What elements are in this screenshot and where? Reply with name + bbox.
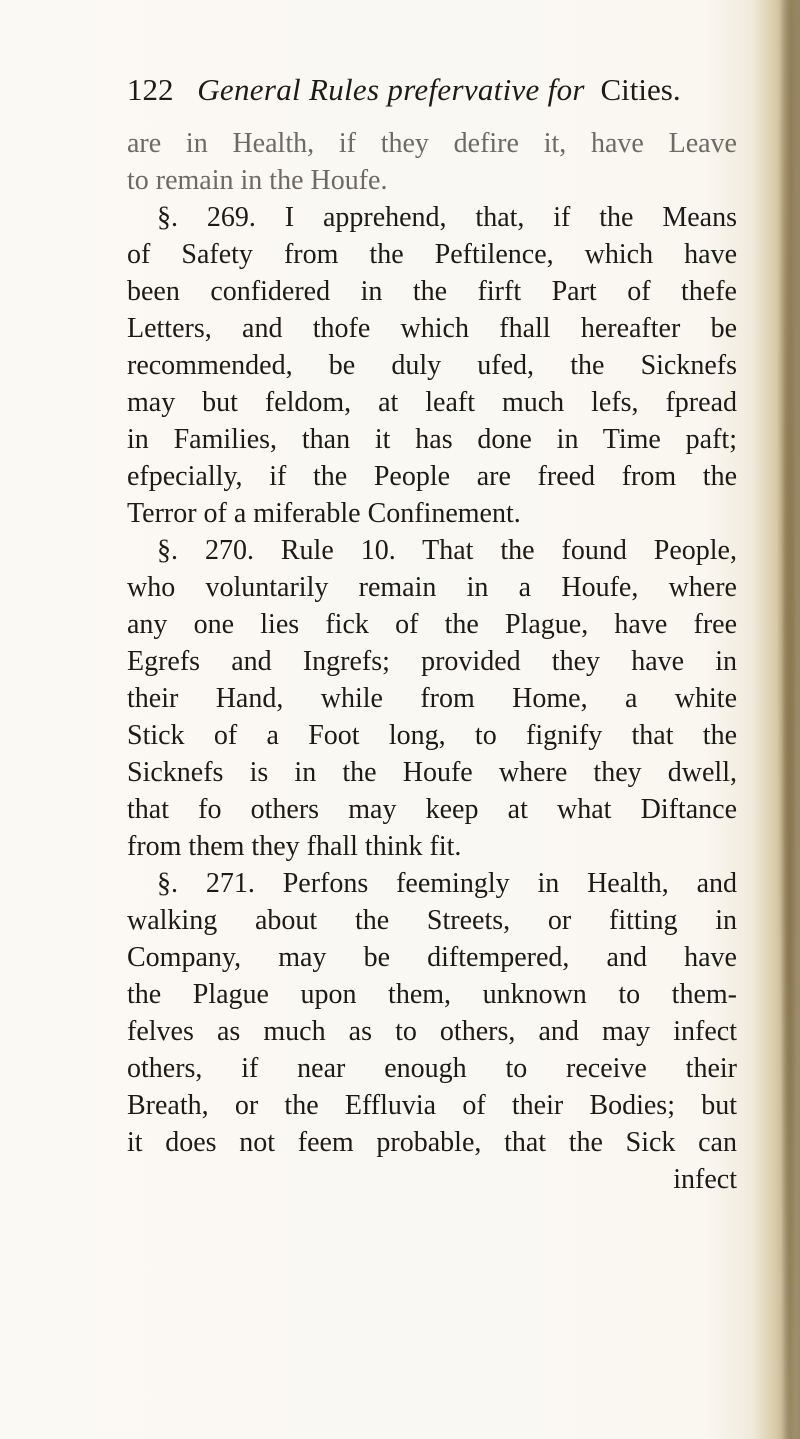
page-number: 122 — [127, 72, 174, 107]
text-line: felves as much as to others, and may infect — [127, 1016, 737, 1047]
text-line: others, if near enough to receive their — [127, 1053, 737, 1084]
text-line: Letters, and thofe which fhall hereafter be — [127, 313, 737, 344]
text-line: recommended, be duly ufed, the Sicknefs — [127, 350, 737, 381]
text-line: §. 270. Rule 10. That the found People, — [157, 535, 737, 566]
catchword: infect — [673, 1164, 737, 1195]
text-line: Egrefs and Ingrefs; provided they have in — [127, 646, 737, 677]
text-line: Sicknefs is in the Houfe where they dwell, — [127, 757, 737, 788]
body-text — [127, 125, 737, 1198]
text-line: Breath, or the Effluvia of their Bodies; but — [127, 1090, 737, 1121]
running-title-tail: Cities. — [600, 72, 681, 107]
page-edge-stain — [778, 0, 800, 1439]
text-line: who voluntarily remain in a Houfe, where — [127, 572, 737, 603]
text-line: §. 269. I apprehend, that, if the Means — [157, 202, 737, 233]
text-line: are in Health, if they defire it, have Leave — [127, 128, 737, 159]
text-line: Stick of a Foot long, to fignify that the — [127, 720, 737, 751]
text-line: the Plague upon them, unknown to them- — [127, 979, 737, 1010]
running-title: General Rules prefervative for — [197, 72, 585, 107]
text-line: efpecially, if the People are freed from the — [127, 461, 737, 492]
text-line: their Hand, while from Home, a white — [127, 683, 737, 714]
page-header — [127, 70, 727, 110]
text-line: it does not feem probable, that the Sick can — [127, 1127, 737, 1158]
text-line: that fo others may keep at what Diftance — [127, 794, 737, 825]
text-line: to remain in the Houfe. — [127, 165, 388, 196]
text-line: been confidered in the firft Part of thefe — [127, 276, 737, 307]
text-line: Terror of a miferable Confinement. — [127, 498, 521, 529]
text-line: may but feldom, at leaft much lefs, fpread — [127, 387, 737, 418]
text-line: walking about the Streets, or fitting in — [127, 905, 737, 936]
text-line: in Families, than it has done in Time paft; — [127, 424, 737, 455]
text-line: any one lies fick of the Plague, have free — [127, 609, 737, 640]
text-line: Company, may be diftempered, and have — [127, 942, 737, 973]
text-line: from them they fhall think fit. — [127, 831, 462, 862]
text-line: §. 271. Perfons feemingly in Health, and — [157, 868, 737, 899]
text-line: of Safety from the Peftilence, which have — [127, 239, 737, 270]
